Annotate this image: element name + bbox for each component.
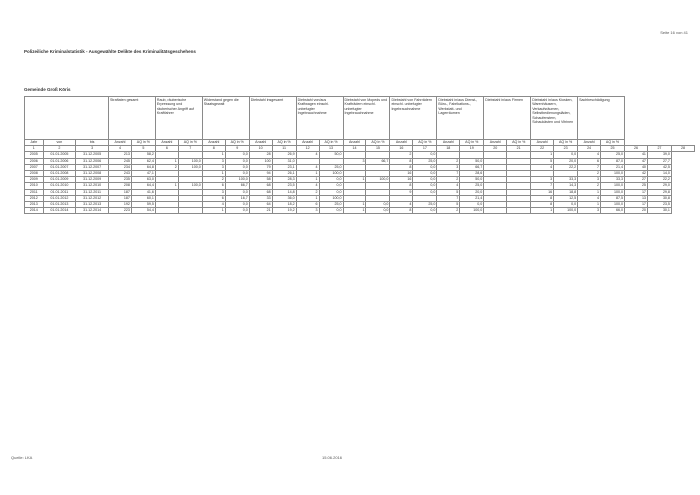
table-cell: 64,8 bbox=[131, 164, 155, 170]
table-cell: 42,5 bbox=[647, 164, 671, 170]
table-cell: 0,0 bbox=[319, 189, 343, 195]
table-cell: 25,0 bbox=[460, 183, 484, 189]
table-cell: 25,0 bbox=[601, 152, 625, 158]
table-cell: 3 bbox=[296, 208, 319, 214]
header-column-number: 17 bbox=[413, 146, 437, 152]
table-cell: 01.01.2005 bbox=[43, 152, 76, 158]
header-column-number: 26 bbox=[625, 146, 648, 152]
table-cell: 12,5 bbox=[554, 195, 578, 201]
table-cell: 1 bbox=[202, 152, 225, 158]
header-sub-label: AQ in % bbox=[272, 140, 296, 146]
section-title: Gemeinde Groß Köris bbox=[24, 87, 71, 92]
header-sub-label: Anzahl bbox=[484, 140, 507, 146]
header-group-cell: Diebstahl insgesamt bbox=[249, 97, 296, 140]
table-cell: 5 bbox=[437, 202, 460, 208]
table-cell: 36,0 bbox=[272, 195, 296, 201]
header-column-number: 12 bbox=[296, 146, 319, 152]
table-cell: 4 bbox=[202, 202, 225, 208]
table-cell: 0,0 bbox=[460, 202, 484, 208]
table-cell: 2 bbox=[578, 171, 601, 177]
table-cell: 31.12.2013 bbox=[76, 202, 109, 208]
table-cell: 64 bbox=[249, 202, 272, 208]
table-cell: 18,8 bbox=[554, 189, 578, 195]
table-body bbox=[25, 152, 695, 214]
table-cell: 59,5 bbox=[131, 202, 155, 208]
table-cell: 19,2 bbox=[272, 208, 296, 214]
table-cell: 27,7 bbox=[647, 158, 671, 164]
table-cell: 79 bbox=[249, 164, 272, 170]
table-cell: 3 bbox=[202, 164, 225, 170]
table-cell: 223 bbox=[108, 208, 131, 214]
table-cell: 100,0 bbox=[178, 183, 202, 189]
crime-statistics-table bbox=[24, 96, 695, 214]
table-cell: 100,0 bbox=[225, 177, 249, 183]
header-column-number: 20 bbox=[484, 146, 507, 152]
table-cell: 208 bbox=[108, 183, 131, 189]
table-cell: 2008 bbox=[25, 171, 44, 177]
table-cell: 31.12.2008 bbox=[76, 171, 109, 177]
header-column-number: 6 bbox=[155, 146, 178, 152]
table-cell: 14,8 bbox=[272, 189, 296, 195]
table-cell: 1 bbox=[343, 208, 366, 214]
table-cell: 0,0 bbox=[225, 202, 249, 208]
table-cell: 23,5 bbox=[272, 183, 296, 189]
table-cell: 2012 bbox=[25, 195, 44, 201]
table-cell: 2 bbox=[437, 208, 460, 214]
table-cell: 01.01.2013 bbox=[43, 202, 76, 208]
table-cell: 0,0 bbox=[319, 183, 343, 189]
table-cell: 235 bbox=[108, 177, 131, 183]
table-cell: 0,0 bbox=[225, 189, 249, 195]
table-cell: 2 bbox=[155, 164, 178, 170]
header-column-number: 28 bbox=[671, 146, 694, 152]
table-cell: 0,0 bbox=[413, 183, 437, 189]
table-cell: 62,4 bbox=[131, 158, 155, 164]
table-cell: 22,2 bbox=[647, 177, 671, 183]
table-cell: 31,0 bbox=[272, 158, 296, 164]
table-cell: 1 bbox=[531, 208, 554, 214]
table-cell: 21,4 bbox=[601, 164, 625, 170]
header-group-cell: Sachbeschädigung bbox=[578, 97, 625, 140]
table-cell: 2009 bbox=[25, 177, 44, 183]
table-cell: 6 bbox=[202, 183, 225, 189]
header-column-number: 25 bbox=[601, 146, 625, 152]
table-cell: 21 bbox=[249, 208, 272, 214]
table-cell: 4 bbox=[296, 164, 319, 170]
table-cell: 8 bbox=[390, 208, 413, 214]
table-cell: 31.12.2011 bbox=[76, 189, 109, 195]
table-cell: 30,8 bbox=[647, 195, 671, 201]
table-cell: 66,7 bbox=[460, 164, 484, 170]
table-cell: 01.01.2006 bbox=[43, 158, 76, 164]
table-cell: 187 bbox=[108, 195, 131, 201]
table-cell: 4 bbox=[578, 195, 601, 201]
header-column-number: 5 bbox=[131, 146, 155, 152]
header-sub-label: AQ in % bbox=[413, 140, 437, 146]
table-cell: 1 bbox=[343, 202, 366, 208]
table-cell: 100,0 bbox=[366, 177, 390, 183]
table-cell: 1 bbox=[343, 177, 366, 183]
document-title: Polizeiliche Kriminalstatistik - Ausgewählte Delikte des Kriminalitätsgeschehens bbox=[24, 49, 196, 54]
table-cell: 29,0 bbox=[647, 183, 671, 189]
table-cell: 87,5 bbox=[601, 195, 625, 201]
table-cell: 50,0 bbox=[319, 152, 343, 158]
table-cell: 22,2 bbox=[554, 164, 578, 170]
table-cell: 2007 bbox=[25, 164, 44, 170]
table-cell: 42 bbox=[625, 171, 648, 177]
table-cell: 0,0 bbox=[554, 152, 578, 158]
table-cell: 31.12.2010 bbox=[76, 183, 109, 189]
table-cell: 28,3 bbox=[272, 177, 296, 183]
table-cell: 2011 bbox=[25, 189, 44, 195]
header-column-number: 4 bbox=[108, 146, 131, 152]
header-sub-label: AQ in % bbox=[225, 140, 249, 146]
header-sub-label: AQ in % bbox=[366, 140, 390, 146]
table-cell: 3 bbox=[202, 158, 225, 164]
table-cell: 4 bbox=[437, 183, 460, 189]
table-cell: 30,1 bbox=[647, 208, 671, 214]
table-cell: 31.12.2009 bbox=[76, 177, 109, 183]
table-cell: 0,0 bbox=[366, 208, 390, 214]
table-cell: 17 bbox=[625, 202, 648, 208]
table-cell: 28,6 bbox=[460, 171, 484, 177]
table-cell: 0,0 bbox=[319, 177, 343, 183]
header-column-number: 1 bbox=[25, 146, 44, 152]
table-cell: 64,4 bbox=[131, 183, 155, 189]
header-column-number: 7 bbox=[178, 146, 202, 152]
table-cell: 7 bbox=[531, 183, 554, 189]
table-cell: 4 bbox=[390, 202, 413, 208]
table-cell: 9 bbox=[390, 189, 413, 195]
header-group-cell: Diebstahl in/aus Firmen bbox=[484, 97, 531, 140]
header-column-number: 19 bbox=[460, 146, 484, 152]
header-column-number: 23 bbox=[554, 146, 578, 152]
header-column-label: bis bbox=[76, 140, 109, 146]
table-cell: 25,0 bbox=[319, 164, 343, 170]
table-cell: 100,0 bbox=[178, 164, 202, 170]
table-cell: 41,6 bbox=[131, 189, 155, 195]
table-cell: 16 bbox=[390, 177, 413, 183]
table-cell: 13 bbox=[625, 195, 648, 201]
table-cell: 1 bbox=[578, 189, 601, 195]
table-cell: 50,0 bbox=[460, 177, 484, 183]
header-sub-label: AQ in % bbox=[601, 140, 625, 146]
table-cell: 1 bbox=[578, 202, 601, 208]
table-cell: 8 bbox=[390, 183, 413, 189]
table-cell: 8 bbox=[531, 195, 554, 201]
header-group-cell: Straftaten gesamt bbox=[108, 97, 155, 140]
table-cell: 100,0 bbox=[601, 189, 625, 195]
header-column-number: 8 bbox=[202, 146, 225, 152]
table-cell: 0,0 bbox=[225, 208, 249, 214]
header-column-number: 16 bbox=[390, 146, 413, 152]
header-group-cell: Diebstahl von/aus Kraftwagen einschl. unbefugter Ingebrauchnahme bbox=[296, 97, 343, 140]
header-group-cell: Diebstahl in/aus Kiosken, Warenhäusern, Verkaufsräumen, Selbstbedienungsläden, Schaufenstern, Schaukästen und Vitrinen bbox=[531, 97, 578, 140]
table-cell: 100,0 bbox=[554, 208, 578, 214]
table-cell: 0,0 bbox=[225, 171, 249, 177]
table-cell: 33,3 bbox=[554, 177, 578, 183]
header-group-cell: Diebstahl in/aus Dienst-, Büro-, Fabrikations-, Werkstatt- und Lagerräumen bbox=[437, 97, 484, 140]
table-cell: 26,9 bbox=[272, 152, 296, 158]
table-cell: 39,0 bbox=[647, 152, 671, 158]
header-sub-label: AQ in % bbox=[178, 140, 202, 146]
table-cell: 31.12.2012 bbox=[76, 195, 109, 201]
table-cell: 7 bbox=[578, 164, 601, 170]
header-sub-label: AQ in % bbox=[319, 140, 343, 146]
table-cell: 14,0 bbox=[647, 171, 671, 177]
table-cell: 58,2 bbox=[131, 152, 155, 158]
table-cell: 245 bbox=[108, 158, 131, 164]
table-cell: 4 bbox=[578, 152, 601, 158]
table-cell: 8 bbox=[390, 158, 413, 164]
header-column-number: 22 bbox=[531, 146, 554, 152]
table-cell: 01.01.2007 bbox=[43, 164, 76, 170]
table-group-header-row bbox=[25, 97, 695, 140]
table-row bbox=[25, 208, 695, 214]
table-cell: 31.12.2014 bbox=[76, 208, 109, 214]
table-cell: 31.12.2006 bbox=[76, 158, 109, 164]
table-cell: 0,0 bbox=[554, 202, 578, 208]
table-cell: 2013 bbox=[25, 202, 44, 208]
table-cell bbox=[178, 208, 202, 214]
header-column-number: 18 bbox=[437, 146, 460, 152]
table-cell: 16,7 bbox=[225, 195, 249, 201]
table-cell: 6 bbox=[296, 202, 319, 208]
table-cell: 0,0 bbox=[225, 164, 249, 170]
header-sub-label: AQ in % bbox=[554, 140, 578, 146]
table-cell: 25 bbox=[625, 183, 648, 189]
table-cell: 25,0 bbox=[413, 158, 437, 164]
header-column-number: 27 bbox=[647, 146, 671, 152]
table-cell: 66,7 bbox=[225, 183, 249, 189]
table-cell: 4 bbox=[296, 152, 319, 158]
table-cell: 2010 bbox=[25, 183, 44, 189]
header-column-number: 11 bbox=[272, 146, 296, 152]
table-cell: 1 bbox=[155, 158, 178, 164]
table-cell: 31.12.2005 bbox=[76, 152, 109, 158]
table-cell: 1 bbox=[155, 183, 178, 189]
table-cell: 234 bbox=[108, 164, 131, 170]
table-cell: 7 bbox=[437, 171, 460, 177]
table-cell: 3 bbox=[531, 177, 554, 183]
table-cell bbox=[155, 208, 178, 214]
table-cell: 2005 bbox=[25, 152, 44, 158]
table-cell: 20 bbox=[625, 208, 648, 214]
table-cell: 5 bbox=[437, 189, 460, 195]
header-column-number: 10 bbox=[249, 146, 272, 152]
table-cell: 0,0 bbox=[413, 164, 437, 170]
table-cell bbox=[484, 208, 507, 214]
table-cell: 25,0 bbox=[319, 202, 343, 208]
table-cell: 33,3 bbox=[601, 177, 625, 183]
table-cell: 0,0 bbox=[413, 177, 437, 183]
header-sub-label: AQ in % bbox=[460, 140, 484, 146]
table-cell: 192 bbox=[108, 202, 131, 208]
table-cell: 27 bbox=[625, 177, 648, 183]
table-cell: 94 bbox=[249, 171, 272, 177]
table-cell: 16 bbox=[390, 171, 413, 177]
table-cell: 100,0 bbox=[601, 183, 625, 189]
table-cell: 2 bbox=[437, 177, 460, 183]
table-cell: 6 bbox=[202, 195, 225, 201]
table-cell: 0,0 bbox=[319, 208, 343, 214]
table-cell: 66,7 bbox=[366, 158, 390, 164]
header-column-number: 3 bbox=[76, 146, 109, 152]
table-cell: 47 bbox=[625, 158, 648, 164]
table-cell: 23,5 bbox=[647, 202, 671, 208]
table-cell: 58 bbox=[249, 177, 272, 183]
table-cell: 60,1 bbox=[131, 195, 155, 201]
header-sub-label: Anzahl bbox=[578, 140, 601, 146]
header-sub-label: Anzahl bbox=[296, 140, 319, 146]
header-column-number: 15 bbox=[366, 146, 390, 152]
table-cell bbox=[507, 208, 531, 214]
table-cell: 2 bbox=[390, 152, 413, 158]
table-cell: 50,0 bbox=[460, 158, 484, 164]
table-cell: 01.01.2008 bbox=[43, 171, 76, 177]
table-cell: 16 bbox=[531, 189, 554, 195]
table-cell: 7 bbox=[437, 195, 460, 201]
statistics-table-container bbox=[24, 96, 695, 214]
table-cell: 1 bbox=[202, 208, 225, 214]
table-cell: 3 bbox=[578, 208, 601, 214]
table-cell: 3 bbox=[202, 189, 225, 195]
header-column-number: 14 bbox=[343, 146, 366, 152]
table-cell: 40 bbox=[625, 164, 648, 170]
table-subheader-row bbox=[25, 140, 695, 146]
header-sub-label: AQ in % bbox=[131, 140, 155, 146]
table-cell: 100 bbox=[249, 158, 272, 164]
header-sub-label: Anzahl bbox=[531, 140, 554, 146]
table-cell: 1 bbox=[202, 171, 225, 177]
table-cell: 100,0 bbox=[319, 171, 343, 177]
header-column-label: Jahr bbox=[25, 140, 44, 146]
table-cell: 100,0 bbox=[601, 171, 625, 177]
table-cell: 3 bbox=[578, 177, 601, 183]
table-cell: 17 bbox=[625, 189, 648, 195]
table-cell: 66,0 bbox=[601, 208, 625, 214]
table-cell: 1 bbox=[296, 195, 319, 201]
table-cell: 14,3 bbox=[554, 183, 578, 189]
table-cell: 0,0 bbox=[413, 189, 437, 195]
table-cell: 2 bbox=[296, 189, 319, 195]
table-cell: 2006 bbox=[25, 158, 44, 164]
header-group-cell: Raub, räuberische Erpressung und räuberischer Angriff auf Kraftfahrer bbox=[155, 97, 202, 140]
header-column-number: 21 bbox=[507, 146, 531, 152]
table-cell: 100,0 bbox=[601, 202, 625, 208]
table-cell: 213 bbox=[108, 152, 131, 158]
table-cell: 0,0 bbox=[225, 158, 249, 164]
header-column-number: 24 bbox=[578, 146, 601, 152]
table-cell: 1 bbox=[296, 171, 319, 177]
table-cell: 0,0 bbox=[366, 202, 390, 208]
table-cell: 6 bbox=[578, 158, 601, 164]
table-cell: 0,0 bbox=[225, 152, 249, 158]
table-cell: 18,2 bbox=[272, 202, 296, 208]
table-cell: 01.01.2014 bbox=[43, 208, 76, 214]
table-cell: 1 bbox=[531, 152, 554, 158]
table-cell: 68 bbox=[249, 189, 272, 195]
table-cell: 25,0 bbox=[413, 202, 437, 208]
table-cell: 3 bbox=[343, 158, 366, 164]
header-sub-label: Anzahl bbox=[343, 140, 366, 146]
table-cell: 68 bbox=[249, 183, 272, 189]
header-group-cell: Widerstand gegen die Staatsgewalt bbox=[202, 97, 249, 140]
table-cell: 29,8 bbox=[647, 189, 671, 195]
table-cell: 0,0 bbox=[413, 152, 437, 158]
header-column-number: 2 bbox=[43, 146, 76, 152]
table-cell: 23,1 bbox=[272, 164, 296, 170]
header-sub-label: Anzahl bbox=[390, 140, 413, 146]
table-cell: 0,0 bbox=[413, 171, 437, 177]
table-cell: 21,4 bbox=[460, 195, 484, 201]
header-group-cell: Diebstahl von Mopeds und Krafträdern einschl. unbefugter Ingebrauchnahme bbox=[343, 97, 390, 140]
table-cell: 2 bbox=[578, 183, 601, 189]
table-cell: 4 bbox=[296, 183, 319, 189]
table-cell: 243 bbox=[108, 171, 131, 177]
table-cell: 54,4 bbox=[131, 208, 155, 214]
header-column-number: 9 bbox=[225, 146, 249, 152]
table-cell: 20,0 bbox=[460, 189, 484, 195]
table-cell: 2 bbox=[437, 158, 460, 164]
table-cell: 01.01.2011 bbox=[43, 189, 76, 195]
table-cell: 01.01.2010 bbox=[43, 183, 76, 189]
table-cell: 100,0 bbox=[319, 195, 343, 201]
table-cell: 1 bbox=[296, 177, 319, 183]
table-cell: 0,0 bbox=[413, 208, 437, 214]
header-group-cell: Diebstahl von Fahrrädern einschl. unbefugter Ingebrauchnahme bbox=[390, 97, 437, 140]
table-cell: 63,0 bbox=[131, 177, 155, 183]
table-cell: 01.01.2009 bbox=[43, 177, 76, 183]
table-cell: 26,1 bbox=[272, 171, 296, 177]
table-cell: 33 bbox=[249, 195, 272, 201]
table-cell: 8 bbox=[531, 202, 554, 208]
header-column-label: von bbox=[43, 140, 76, 146]
table-cell: 01.01.2012 bbox=[43, 195, 76, 201]
header-sub-label: Anzahl bbox=[155, 140, 178, 146]
footer-source: Quelle: LKA bbox=[11, 455, 33, 460]
table-cell: 100,0 bbox=[460, 208, 484, 214]
header-sub-label: Anzahl bbox=[108, 140, 131, 146]
table-cell: 87,0 bbox=[601, 158, 625, 164]
table-cell: 100,0 bbox=[178, 158, 202, 164]
table-cell: 31.12.2007 bbox=[76, 164, 109, 170]
table-cell: 8 bbox=[390, 164, 413, 170]
header-column-number: 13 bbox=[319, 146, 343, 152]
table-cell: 4 bbox=[531, 164, 554, 170]
table-cell: 28 bbox=[249, 152, 272, 158]
header-blank-cell bbox=[25, 97, 109, 140]
footer-date: 15.06.2016 bbox=[322, 455, 343, 460]
header-sub-label: Anzahl bbox=[249, 140, 272, 146]
table-cell: 187 bbox=[108, 189, 131, 195]
header-sub-label: AQ in % bbox=[507, 140, 531, 146]
table-cell: 2014 bbox=[25, 208, 44, 214]
header-sub-label: Anzahl bbox=[202, 140, 225, 146]
table-cell: 2 bbox=[202, 177, 225, 183]
table-cell: 3 bbox=[437, 164, 460, 170]
table-cell: 5 bbox=[531, 158, 554, 164]
table-cell: 47,1 bbox=[131, 171, 155, 177]
table-cell: 20,0 bbox=[554, 158, 578, 164]
table-cell: 41 bbox=[625, 152, 648, 158]
page-number: Seite 16 von 41 bbox=[660, 30, 688, 35]
header-sub-label: Anzahl bbox=[437, 140, 460, 146]
